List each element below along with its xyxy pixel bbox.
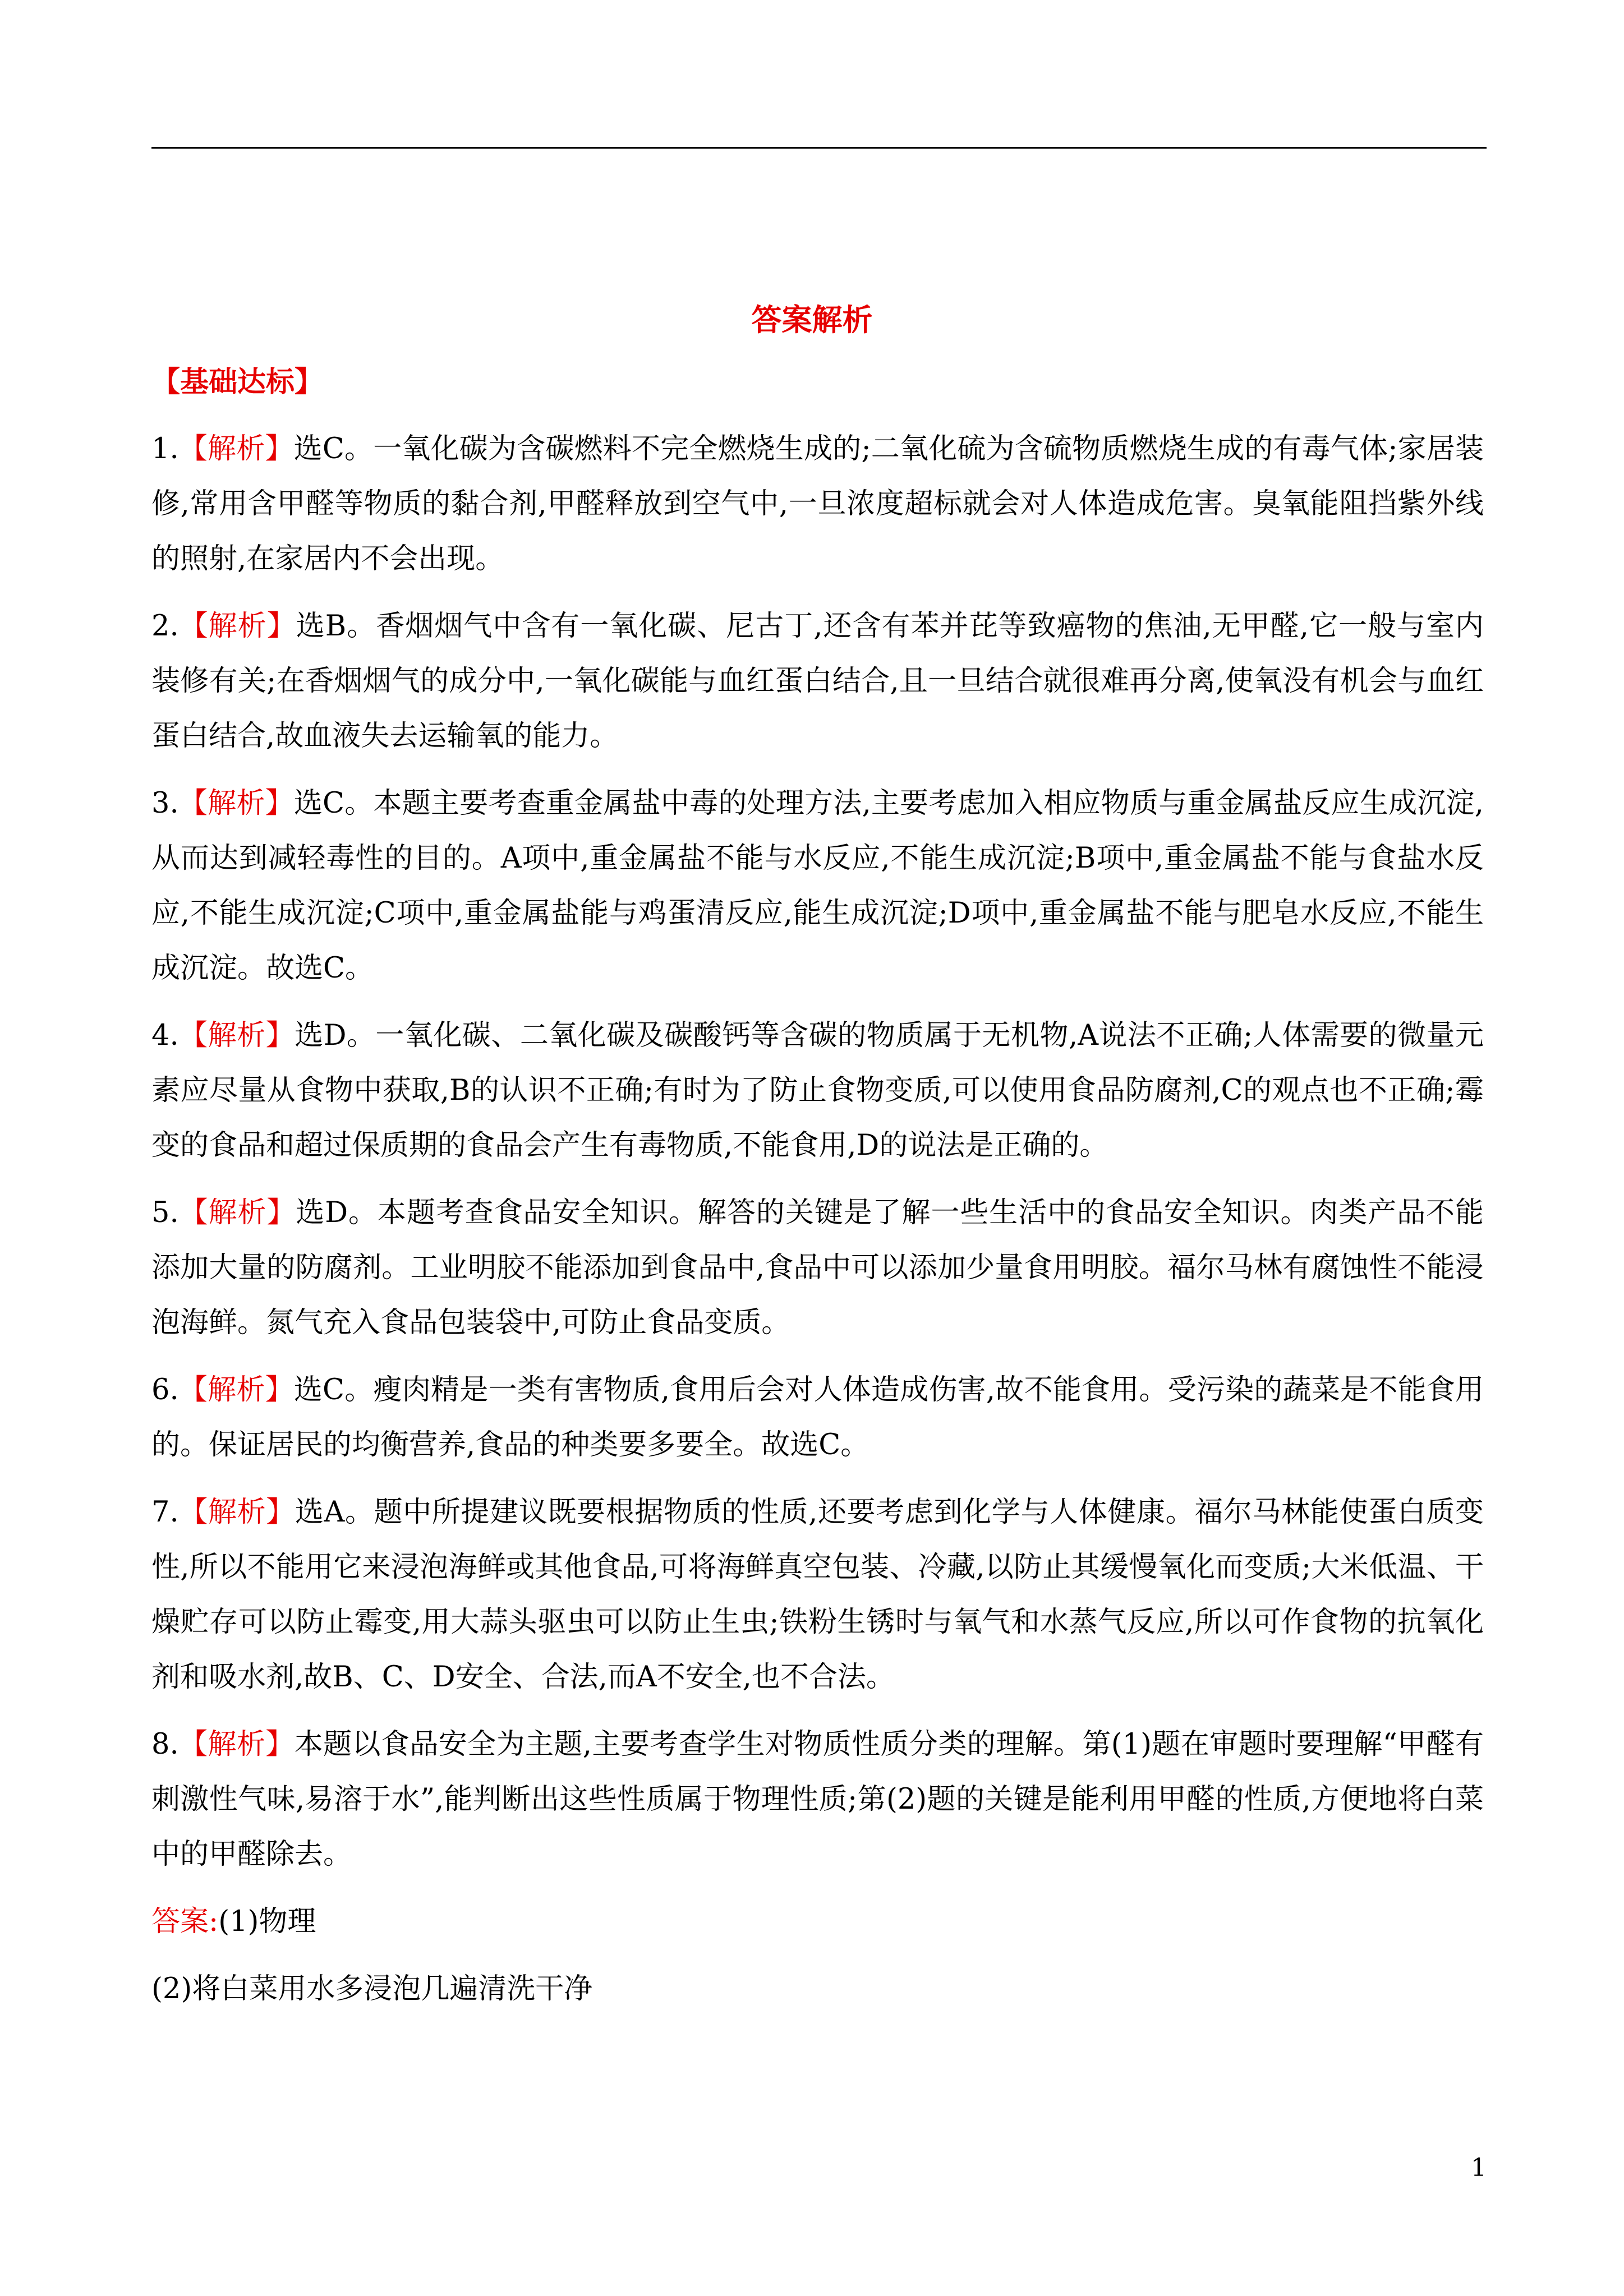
item-number: 4. (151, 1019, 179, 1052)
item-text: 本题以食品安全为主题,主要考查学生对物质性质分类的理解。第(1)题在审题时要理解“甲醛有刺激性气味,易溶于水”,能判断出这些性质属于物理性质;第(2)题的关键是能利用甲醛的性质,方便地将白菜中的甲醛除去。 (151, 1728, 1484, 1871)
item-number: 5. (151, 1196, 179, 1229)
answer-line-1 (151, 1894, 1484, 1949)
header-rule (151, 147, 1487, 149)
analysis-tag: 【解析】 (178, 1019, 295, 1052)
item-text: 选A。题中所提建议既要根据物质的性质,还要考虑到化学与人体健康。福尔马林能使蛋白质变性,所以不能用它来浸泡海鲜或其他食品,可将海鲜真空包装、冷藏,以防止其缓慢氧化而变质;大米低温、干燥贮存可以防止霉变,用大蒜头驱虫可以防止生虫;铁粉生锈时与氧气和水蒸气反应,所以可作食物的抗氧化剂和吸水剂,故B、C、D安全、合法,而A不安全,也不合法。 (151, 1496, 1484, 1694)
item-text: 选C。一氧化碳为含碳燃料不完全燃烧生成的;二氧化硫为含硫物质燃烧生成的有毒气体;家居装修,常用含甲醛等物质的黏合剂,甲醛释放到空气中,一旦浓度超标就会对人体造成危害。臭氧能阻挡紫外线的照射,在家居内不会出现。 (151, 432, 1484, 575)
item-number: 7. (151, 1496, 179, 1529)
item-text: 选D。一氧化碳、二氧化碳及碳酸钙等含碳的物质属于无机物,A说法不正确;人体需要的微量元素应尽量从食物中获取,B的认识不正确;有时为了防止食物变质,可以使用食品防腐剂,C的观点也不正确;霉变的食品和超过保质期的食品会产生有毒物质,不能食用,D的说法是正确的。 (151, 1019, 1484, 1162)
analysis-item-5 (151, 1186, 1484, 1350)
answer-label: 答案: (151, 1905, 219, 1938)
answer-line-2: (2)将白菜用水多浸泡几遍清洗干净 (151, 1972, 593, 2005)
answer-text: (1)物理 (218, 1905, 316, 1938)
analysis-item-7 (151, 1485, 1484, 1705)
page-number: 1 (1471, 2154, 1487, 2182)
section-title: 【基础达标】 (151, 365, 324, 399)
item-text: 选C。本题主要考查重金属盐中毒的处理方法,主要考虑加入相应物质与重金属盐反应生成沉淀,从而达到减轻毒性的目的。A项中,重金属盐不能与水反应,不能生成沉淀;B项中,重金属盐不能与食盐水反应,不能生成沉淀;C项中,重金属盐能与鸡蛋清反应,能生成沉淀;D项中,重金属盐不能与肥皂水反应,不能生成沉淀。故选C。 (151, 787, 1484, 985)
analysis-tag: 【解析】 (178, 432, 294, 465)
analysis-tag: 【解析】 (178, 610, 296, 643)
answer-content (151, 354, 1484, 2029)
page-title: 答案解析 (751, 302, 873, 338)
analysis-item-8 (151, 1717, 1484, 1882)
analysis-tag: 【解析】 (178, 1728, 295, 1761)
analysis-item-6 (151, 1363, 1484, 1473)
analysis-item-2 (151, 599, 1484, 764)
item-text: 选C。瘦肉精是一类有害物质,食用后会对人体造成伤害,故不能食用。受污染的蔬菜是不能食用的。保证居民的均衡营养,食品的种类要多要全。故选C。 (151, 1373, 1484, 1461)
item-number: 2. (151, 610, 179, 643)
item-number: 1. (151, 432, 179, 465)
item-number: 6. (151, 1373, 179, 1407)
analysis-tag: 【解析】 (178, 1373, 294, 1407)
item-number: 3. (151, 787, 179, 820)
item-text: 选B。香烟烟气中含有一氧化碳、尼古丁,还含有苯并芘等致癌物的焦油,无甲醛,它一般与室内装修有关;在香烟烟气的成分中,一氧化碳能与血红蛋白结合,且一旦结合就很难再分离,使氧没有机会与血红蛋白结合,故血液失去运输氧的能力。 (151, 610, 1484, 753)
analysis-item-3 (151, 776, 1484, 996)
analysis-tag: 【解析】 (178, 1496, 295, 1529)
analysis-item-1 (151, 422, 1484, 587)
analysis-tag: 【解析】 (178, 1196, 296, 1229)
item-text: 选D。本题考查食品安全知识。解答的关键是了解一些生活中的食品安全知识。肉类产品不能添加大量的防腐剂。工业明胶不能添加到食品中,食品中可以添加少量食用明胶。福尔马林有腐蚀性不能浸泡海鲜。氮气充入食品包装袋中,可防止食品变质。 (151, 1196, 1484, 1339)
item-number: 8. (151, 1728, 179, 1761)
analysis-tag: 【解析】 (178, 787, 294, 820)
analysis-item-4 (151, 1008, 1484, 1173)
